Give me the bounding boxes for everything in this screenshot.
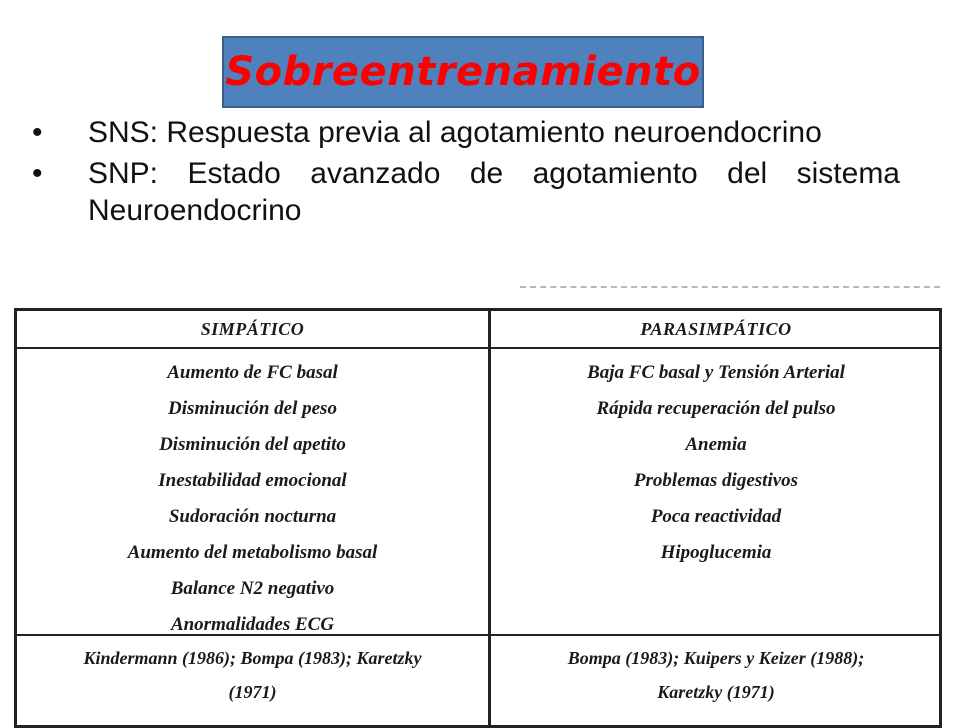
scan-artifact-line [520,286,940,288]
bullet-item [30,114,900,151]
list-item: Anemia [685,434,747,455]
list-item: Aumento del metabolismo basal [127,542,378,563]
list-item: Aumento de FC basal [167,362,338,383]
list-item: Problemas digestivos [633,470,799,491]
bullet-dot-icon: • [32,157,43,190]
bullet-item [30,155,900,229]
list-item: Balance N2 negativo [170,578,335,599]
header-simpatico: SIMPÁTICO [200,319,305,339]
list-item: Disminución del peso [168,398,337,419]
references-right [491,641,941,709]
reference-line: Karetzky (1971) [657,682,775,702]
bullet-text: SNS: Respuesta previa al agotamiento neuroendocrino [88,116,822,149]
list-item: Baja FC basal y Tensión Arterial [587,362,845,383]
reference-line: Kindermann (1986); Bompa (1983); Karetzky [83,648,422,668]
comparison-table [14,308,942,728]
title-box [222,36,704,108]
bullet-list [30,114,900,233]
parasimpatico-list [491,355,941,571]
list-item: Sudoración nocturna [168,506,337,527]
list-item: Inestabilidad emocional [158,470,347,491]
list-item: Anormalidades ECG [170,614,335,635]
simpatico-list [17,355,488,643]
header-parasimpatico: PARASIMPÁTICO [640,319,792,339]
list-item: Hipoglucemia [660,542,772,563]
table-header-divider [17,347,939,349]
bullet-text: SNP: Estado avanzado de agotamiento del sistema Neuroendocrino [88,157,900,227]
scanned-table-image [0,280,960,720]
list-item: Poca reactividad [650,506,782,527]
slide-title: Sobreentrenamiento [225,49,701,95]
list-item: Rápida recuperación del pulso [596,398,836,419]
reference-line: Bompa (1983); Kuipers y Keizer (1988); [567,648,865,668]
references-left [17,641,488,709]
bullet-dot-icon: • [32,116,43,149]
list-item: Disminución del apetito [159,434,346,455]
reference-line: (1971) [228,682,277,702]
